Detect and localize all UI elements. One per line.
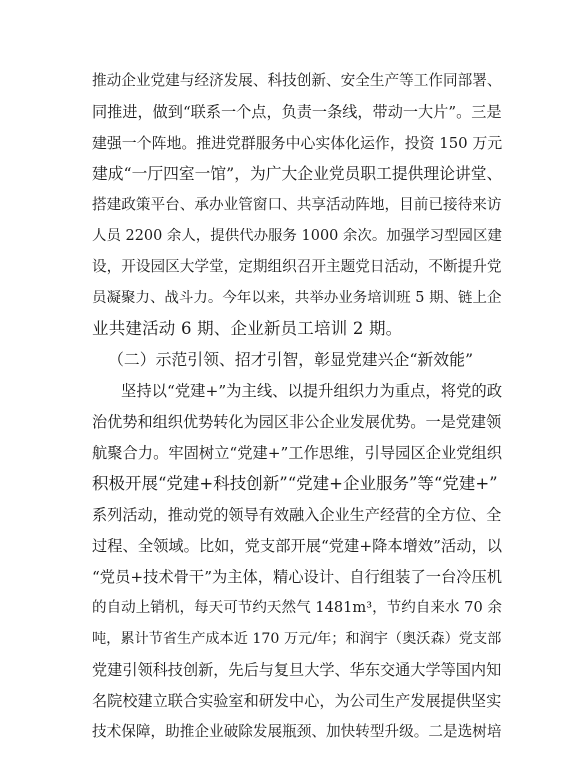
body-text-line: 航聚合力。牢固树立“党建+”工作思维，引导园区企业党组织 [92,444,503,462]
body-text-line: 系列活动，推动党的领导有效融入企业生产经营的全方位、全 [92,506,502,524]
body-text-line: 名院校建立联合实验室和研发中心，为公司生产发展提供坚实 [92,692,502,710]
body-text-line: 吨，累计节省生产成本近 170 万元/年；和润宇（奥沃森）党支部 [92,631,502,647]
body-text-line: 的自动上销机，每天可节约天然气 1481m³，节约自来水 70 余 [92,599,502,616]
body-text-line: 推动企业党建与经济发展、科技创新、安全生产等工作同部署、 [92,72,502,89]
section-heading: （二）示范引领、招才引智，彰显党建兴企“新效能” [108,350,474,369]
body-text-line: 员凝聚力、战斗力。今年以来，共举办业务培训班 5 期、链上企 [92,290,502,306]
body-text-line: 技术保障，助推企业破除发展瓶颈、加快转型升级。二是选树培 [92,723,502,740]
body-text-line: 设，开设园区大学堂，定期组织召开主题党日活动，不断提升党 [92,258,502,275]
body-text-line: 建强一个阵地。推进党群服务中心实体化运作，投资 150 万元 [92,134,503,152]
body-text-line: 建成“一厅四室一馆”，为广大企业党员职工提供理论讲堂、 [92,164,503,183]
body-text-line: 过程、全领域。比如，党支部开展“党建+降本增效”活动，以 [92,537,503,555]
body-text-line: 治优势和组织优势转化为园区非公企业发展优势。一是党建领 [92,413,502,431]
body-text-line: 业共建活动 6 期、企业新员工培训 2 期。 [92,319,403,338]
body-text-line: 同推进，做到“联系一个点，负责一条线，带动一大片”。三是 [92,103,502,121]
body-text-line: 积极开展“党建+科技创新”“党建+企业服务”等“党建+” [92,474,498,493]
body-text-line: 党建引领科技创新，先后与复旦大学、华东交通大学等国内知 [92,661,502,679]
body-text-line: 搭建政策平台、承办业管窗口、共享活动阵地，目前已接待来访 [92,196,502,213]
body-text-line: 坚持以“党建+”为主线、以提升组织力为重点，将党的政 [121,382,503,400]
body-text-line: 人员 2200 余人，提供代办服务 1000 余次。加强学习型园区建 [92,228,502,244]
body-text-line: “党员+技术骨干”为主体，精心设计、自行组装了一台冷压机 [92,568,503,586]
